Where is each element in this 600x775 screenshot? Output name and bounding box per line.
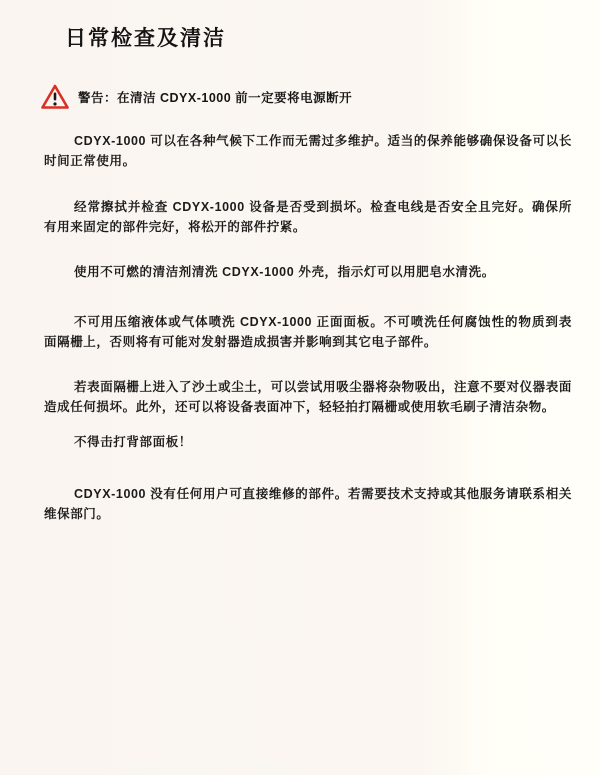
paragraph-no-user-serviceable: CDYX-1000 没有任何用户可直接维修的部件。若需要技术支持或其他服务请联系相关维保部门。 xyxy=(44,487,572,521)
page-title: 日常检查及清洁 xyxy=(65,27,226,50)
warning-text: 警告：在清洁 CDYX-1000 前一定要将电源断开 xyxy=(78,90,353,105)
paragraph-cleaning-agent: 使用不可燃的清洁剂清洗 CDYX-1000 外壳，指示灯可以用肥皂水清洗。 xyxy=(74,265,495,279)
paragraph-maintenance-overview: CDYX-1000 可以在各种气候下工作而无需过多维护。适当的保养能够确保设备可以长时间正常使用。 xyxy=(44,134,572,168)
warning-note xyxy=(40,83,572,110)
body-paragraphs xyxy=(44,131,572,524)
paragraph-no-compressed-spray: 不可用压缩液体或气体喷洗 CDYX-1000 正面面板。不可喷洗任何腐蚀性的物质到表面隔栅上，否则将有可能对发射器造成损害并影响到其它电子部件。 xyxy=(44,315,572,349)
paragraph-dust-removal: 若表面隔栅上进入了沙土或尘土，可以尝试用吸尘器将杂物吸出，注意不要对仪器表面造成任何损坏。此外，还可以将设备表面冲下，轻轻拍打隔栅或使用软毛刷子清洁杂物。 xyxy=(44,380,572,414)
page-content xyxy=(44,26,572,550)
paragraph-no-striking: 不得击打背部面板！ xyxy=(74,435,192,449)
warning-triangle-icon xyxy=(40,83,70,110)
paragraph-wipe-and-inspect: 经常擦拭并检查 CDYX-1000 设备是否受到损坏。检查电线是否安全且完好。确保所有用来固定的部件完好，将松开的部件拧紧。 xyxy=(44,200,572,234)
